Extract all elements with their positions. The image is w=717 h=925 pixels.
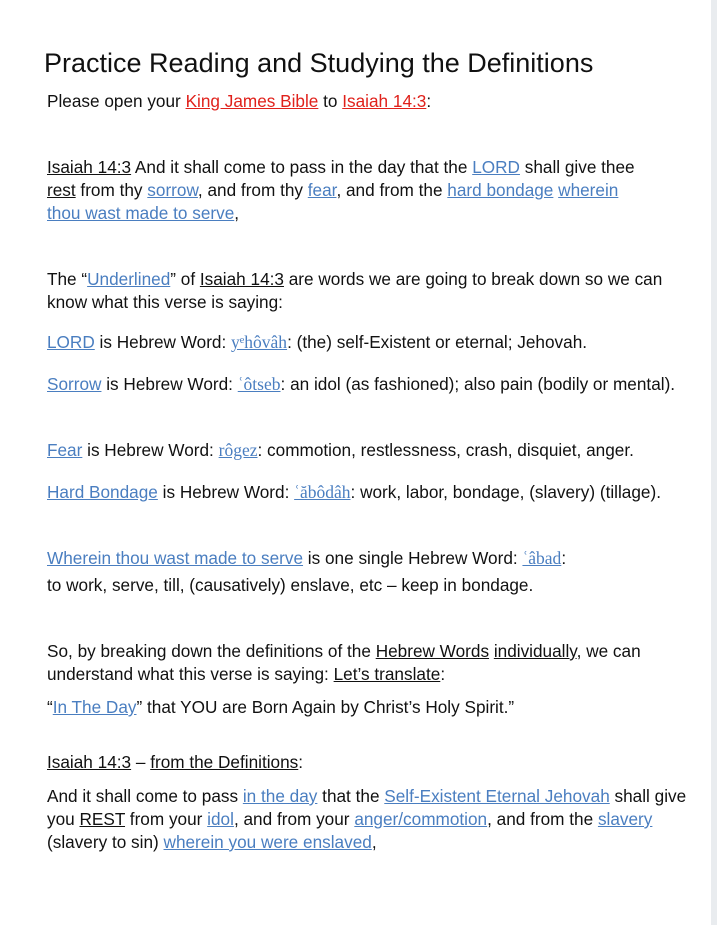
definition-label: is Hebrew Word: (157, 482, 295, 502)
heading-ref: Isaiah 14:3 (47, 752, 132, 772)
explain-paragraph (47, 268, 707, 314)
final-text: , and from your (233, 809, 355, 829)
definition-meaning: : (the) self-Existent or eternal; Jehovah. (287, 332, 588, 352)
intro-text-3: : (426, 91, 432, 111)
in-the-day-link[interactable]: In The Day (52, 697, 137, 717)
hebrew-word[interactable]: ʿâbad (522, 548, 562, 568)
final-text: , (371, 832, 377, 852)
verse-text: , and from the (336, 180, 448, 200)
heading-text: : (298, 752, 304, 772)
heading-text: – (131, 752, 151, 772)
verse-text: And it shall come to pass in the day that the (131, 157, 473, 177)
definition-word[interactable]: Sorrow (47, 374, 102, 394)
word-hard-bondage[interactable]: hard bondage (447, 180, 554, 200)
summary-text: : (440, 664, 446, 684)
word-fear[interactable]: fear (307, 180, 337, 200)
explain-ref: Isaiah 14:3 (199, 269, 284, 289)
intro-text-2: to (318, 91, 343, 111)
verse-text: , (234, 203, 240, 223)
final-text: And it shall come to pass (47, 786, 243, 806)
word-lord[interactable]: LORD (472, 157, 520, 177)
final-idol[interactable]: idol (207, 809, 234, 829)
final-paragraph (47, 785, 707, 854)
definition-label: is Hebrew Word: (82, 440, 219, 460)
quote-line (47, 696, 707, 719)
individually: individually (493, 641, 577, 661)
definitions-heading (47, 751, 707, 774)
definition-wherein (47, 545, 707, 599)
word-rest: rest (47, 180, 76, 200)
definition-meaning: : work, labor, bondage, (slavery) (tillage). (350, 482, 661, 502)
final-text: that the (317, 786, 385, 806)
page-edge (711, 0, 717, 925)
definition-sorrow (47, 371, 707, 398)
definition-label: is Hebrew Word: (101, 374, 238, 394)
definition-label: is one single Hebrew Word: (303, 548, 523, 568)
definition-word[interactable]: Fear (47, 440, 83, 460)
hebrew-word[interactable]: rôgez (218, 440, 258, 460)
word-wherein[interactable]: wherein (558, 180, 619, 200)
definition-word[interactable]: LORD (47, 332, 95, 352)
final-text: (slavery to sin) (47, 832, 164, 852)
verse-ref-link[interactable]: Isaiah 14:3 (342, 91, 427, 111)
final-text: , and from the (487, 809, 598, 829)
quote-text: “ (47, 697, 53, 717)
summary-text: So, by breaking down the definitions of the (47, 641, 376, 661)
hebrew-words: Hebrew Words (375, 641, 490, 661)
definition-hard-bondage (47, 479, 662, 506)
summary-paragraph (47, 640, 707, 686)
explain-text: are words we are going to break down so we can know what this verse is saying: (47, 269, 663, 312)
explain-text: ” of (170, 269, 200, 289)
intro-text-1: Please open your (47, 91, 186, 111)
bible-link[interactable]: King James Bible (185, 91, 319, 111)
final-jehovah[interactable]: Self-Existent Eternal Jehovah (384, 786, 610, 806)
verse-paragraph (47, 156, 707, 225)
quote-text: ” that YOU are Born Again by Christ’s Holy Spirit.” (136, 697, 515, 717)
definition-meaning: : an idol (as fashioned); also pain (bodily or mental). (280, 374, 676, 394)
definition-meaning: : (561, 548, 567, 568)
hebrew-word[interactable]: ʿăbôdâh (294, 482, 351, 502)
lets-translate: Let’s translate (333, 664, 441, 684)
intro-paragraph (47, 90, 707, 113)
final-text: shall give you (47, 786, 687, 829)
final-rest: REST (79, 809, 126, 829)
word-sorrow[interactable]: sorrow (147, 180, 198, 200)
summary-text: , we can understand what this verse is saying: (47, 641, 641, 684)
verse-ref: Isaiah 14:3 (47, 157, 132, 177)
verse-text: , and from thy (197, 180, 308, 200)
definition-label: is Hebrew Word: (94, 332, 232, 352)
final-enslaved[interactable]: wherein you were enslaved (163, 832, 372, 852)
final-in-the-day[interactable]: in the day (242, 786, 318, 806)
definition-lord (47, 331, 707, 354)
hebrew-word[interactable]: ʿôtseb (237, 374, 281, 394)
final-text: from your (125, 809, 208, 829)
final-anger[interactable]: anger/commotion (354, 809, 488, 829)
definition-word[interactable]: Wherein thou wast made to serve (47, 548, 304, 568)
definition-meaning: to work, serve, till, (causatively) enslave, etc – keep in bondage. (47, 575, 534, 595)
page-title: Practice Reading and Studying the Definitions (44, 48, 594, 78)
final-slavery[interactable]: slavery (597, 809, 653, 829)
explain-text: The “ (47, 269, 88, 289)
definition-fear (47, 439, 707, 462)
underlined-link[interactable]: Underlined (87, 269, 171, 289)
verse-text: from thy (75, 180, 148, 200)
verse-text: shall give thee (519, 157, 635, 177)
hebrew-word[interactable]: yᵉhôvâh (231, 332, 288, 352)
heading-from: from the Definitions (150, 752, 299, 772)
word-made-to-serve[interactable]: thou wast made to serve (47, 203, 235, 223)
definition-meaning: : commotion, restlessness, crash, disquiet, anger. (257, 440, 634, 460)
definition-word[interactable]: Hard Bondage (47, 482, 158, 502)
